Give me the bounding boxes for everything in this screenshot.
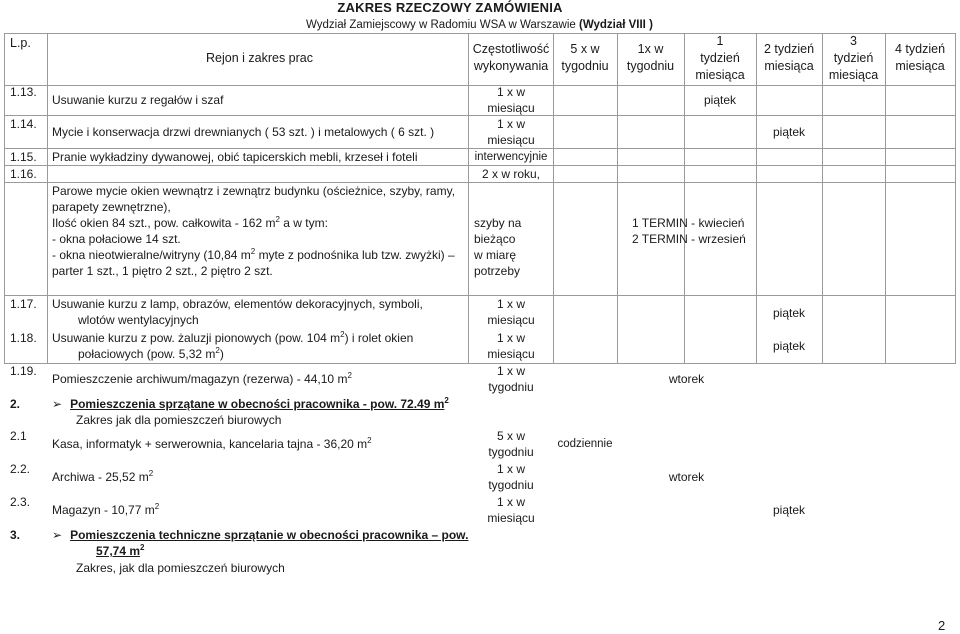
- header-week2: 2 tydzień miesiąca: [763, 42, 815, 73]
- row-113-day: piątek: [703, 93, 737, 107]
- row-115-frequency: interwencyjnie: [474, 151, 548, 163]
- header-week4: 4 tydzień miesiąca: [894, 42, 946, 73]
- section-3-heading: ➢ Pomieszczenia techniczne sprzątanie w obecności pracownika – pow.: [52, 528, 469, 542]
- column-border: [617, 33, 618, 363]
- table-top-border: [4, 33, 956, 34]
- row-116-frequency-2: szyby na bieżąco w miarę potrzeby: [474, 216, 522, 278]
- row-119-text: Pomieszczenie archiwum/magazyn (rezerwa) - 44,10 $m^2$: [52, 371, 352, 386]
- row-21-text: Kasa, informatyk + serwerownia, kancelaria tajna - 36,20 $m^2$: [52, 436, 372, 451]
- section-2-scope: Zakres jak dla pomieszczeń biurowych: [76, 413, 282, 427]
- row-118-frequency: 1 x w miesiącu: [487, 331, 535, 361]
- row-116-line2: parapety zewnętrzne),: [52, 200, 171, 214]
- column-border: [4, 33, 5, 363]
- document-subtitle: Wydział Zamiejscowy w Radomiu WSA w Warszawie (Wydział VIII ): [306, 19, 653, 31]
- row-114-frequency: 1 x w miesiącu: [487, 117, 535, 147]
- row-116-term-2: 2 TERMIN - wrzesień: [632, 232, 746, 246]
- header-1xw: 1x w tygodniu: [626, 42, 675, 73]
- row-117-day: piątek: [772, 306, 806, 320]
- arrow-bullet-icon: ➢: [52, 528, 63, 542]
- page-number: 2: [938, 618, 946, 633]
- header-week3: 3 tydzień miesiąca: [828, 34, 879, 82]
- row-115-text: Pranie wykładziny dywanowej, obić tapicerskich mebli, krzeseł i foteli: [52, 150, 418, 164]
- row-22-frequency: 1 x w tygodniu: [488, 462, 534, 492]
- row-22-day: wtorek: [668, 470, 705, 484]
- row-113-lp: 1.13.: [10, 85, 37, 99]
- header-lp: L.p.: [10, 36, 31, 50]
- row-23-day: piątek: [772, 503, 806, 517]
- row-22-text: Archiwa - 25,52 $m^2$: [52, 469, 154, 484]
- row-116-line4: - okna połaciowe 14 szt.: [52, 232, 181, 246]
- row-117-text: Usuwanie kurzu z lamp, obrazów, elementów dekoracyjnych, symboli, wlotów wentylacyjnych: [52, 297, 423, 327]
- header-week1: 1 tydzień miesiąca: [695, 34, 745, 82]
- row-114-lp: 1.14.: [10, 117, 37, 131]
- section-2-heading: ➢ Pomieszczenia sprzątane w obecności pracownika - pow. 72.49 $m^2$: [52, 396, 449, 411]
- section-3-lp: 3.: [10, 528, 21, 542]
- header-rejon: Rejon i zakres prac: [206, 51, 313, 65]
- row-116-line1: Parowe mycie okien wewnątrz i zewnątrz budynku (ościeżnice, szyby, ramy,: [52, 184, 456, 198]
- row-116-term-1: 1 TERMIN - kwiecień: [632, 216, 745, 230]
- row-118-lp: 1.18.: [10, 331, 37, 345]
- row-116-line3: Ilość okien 84 szt., pow. całkowita - 162 $m^2$ a w tym:: [52, 215, 328, 230]
- row-114-text: Mycie i konserwacja drzwi drewnianych ( 53 szt. ) i metalowych ( 6 szt. ): [52, 125, 435, 139]
- row-116-lp: 1.16.: [10, 167, 37, 181]
- row-113-text: Usuwanie kurzu z regałów i szaf: [52, 93, 224, 107]
- row-117-lp: 1.17.: [10, 297, 37, 311]
- row-116-frequency-1: 2 x w roku,: [481, 167, 541, 181]
- column-border: [955, 33, 956, 363]
- column-border: [47, 33, 48, 363]
- row-116-line5: - okna nieotwieralne/witryny (10,84 $m^2$ myte z podnośnika lub tzw. zwyżki) –: [52, 247, 455, 262]
- row-118-day: piątek: [772, 339, 806, 353]
- header-5xw: 5 x w tygodniu: [561, 42, 609, 73]
- section-2-lp: 2.: [10, 397, 21, 411]
- row-21-day: codziennie: [557, 438, 613, 450]
- row-116-line6: parter 1 szt., 1 piętro 2 szt., 2 piętro 2 szt.: [52, 264, 273, 278]
- column-border: [885, 33, 886, 363]
- row-119-frequency: 1 x w tygodniu: [488, 364, 534, 394]
- row-23-text: Magazyn - 10,77 $m^2$: [52, 502, 160, 517]
- row-117-frequency: 1 x w miesiącu: [487, 297, 535, 327]
- document-title: ZAKRES RZECZOWY ZAMÓWIENIA: [337, 0, 563, 15]
- row-115-lp: 1.15.: [10, 150, 37, 164]
- row-113-frequency: 1 x w miesiącu: [487, 85, 535, 115]
- row-21-lp: 2.1: [10, 429, 27, 443]
- row-119-lp: 1.19.: [10, 364, 37, 378]
- row-23-frequency: 1 x w miesiącu: [487, 495, 535, 525]
- row-22-lp: 2.2.: [10, 462, 31, 476]
- row-21-frequency: 5 x w tygodniu: [488, 429, 534, 459]
- header-frequency: Częstotliwość wykonywania: [472, 42, 550, 73]
- row-118-text: Usuwanie kurzu z pow. żaluzji pionowych (pow. 104 $m^2$) i rolet okien połaciowych (pow. 5,32 $m^2$): [52, 330, 414, 361]
- section-3-scope: Zakres, jak dla pomieszczeń biurowych: [76, 561, 285, 575]
- section-3-area: 57,74 $m^2$: [96, 543, 145, 558]
- arrow-bullet-icon: ➢: [52, 397, 63, 411]
- row-23-lp: 2.3.: [10, 495, 31, 509]
- row-119-day: wtorek: [668, 372, 705, 386]
- row-114-day: piątek: [772, 125, 806, 139]
